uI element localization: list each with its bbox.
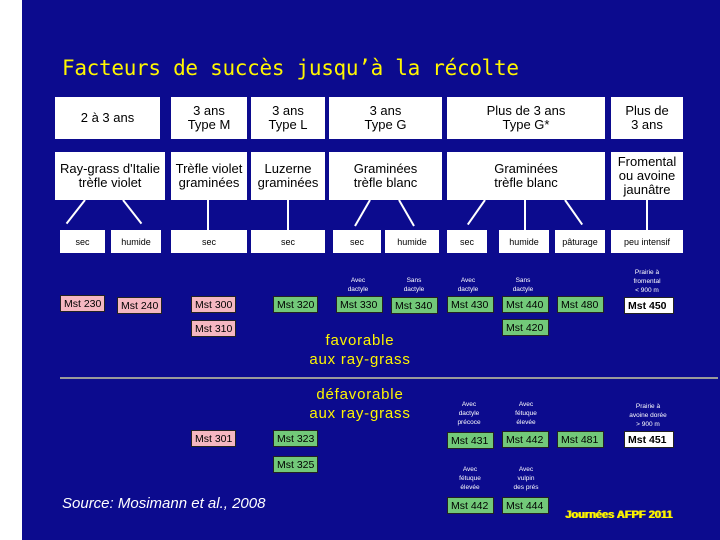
label-defavorable: défavorable aux ray-grass: [309, 386, 411, 422]
condition-sec: sec: [171, 230, 247, 253]
note-avec-dactyle: Avec dactyle: [347, 277, 369, 293]
header-plus-de-3-ans: Plus de 3 ans: [611, 97, 683, 139]
condition-humide: humide: [499, 230, 549, 253]
note-fetuque-elevee: Avec fétuque élevée: [515, 400, 537, 426]
condition-sec: sec: [447, 230, 487, 253]
mixture-code-mst444: Mst 444: [502, 497, 549, 514]
mixture-code-mst420: Mst 420: [502, 319, 549, 336]
left-sidebar-bar: [0, 0, 22, 540]
connector-line: [646, 200, 648, 230]
connector-line: [287, 200, 289, 230]
connector-line: [66, 199, 86, 224]
mixture-code-mst320: Mst 320: [273, 296, 318, 313]
mixture-code-mst240: Mst 240: [117, 297, 162, 314]
header-2-3-ans: 2 à 3 ans: [55, 97, 160, 139]
connector-line: [207, 200, 209, 230]
condition-humide: humide: [385, 230, 439, 253]
mixture-code-mst323: Mst 323: [273, 430, 318, 447]
mixture-code-mst450: Mst 450: [624, 297, 674, 314]
header-type-g-star: Plus de 3 ans Type G*: [447, 97, 605, 139]
condition-paturage: pâturage: [555, 230, 605, 253]
connector-line: [467, 199, 486, 225]
condition-humide: humide: [111, 230, 161, 253]
condition-sec: sec: [60, 230, 105, 253]
header-type-l: 3 ans Type L: [251, 97, 325, 139]
mixture-code-mst480: Mst 480: [557, 296, 604, 313]
mixture-code-mst430: Mst 430: [447, 296, 494, 313]
mixture-ray-grass: Ray-grass d'Italie trèfle violet: [55, 152, 165, 200]
connector-line: [564, 199, 583, 225]
note-dactyle-precoce: Avec dactyle précoce: [457, 400, 481, 426]
note-prairie-avoine: Prairie à avoine dorée > 900 m: [629, 402, 667, 428]
mixture-fromental: Fromental ou avoine jaunâtre: [611, 152, 683, 200]
slide-title: Facteurs de succès jusqu’à la récolte: [62, 56, 519, 80]
mixture-luzerne: Luzerne graminées: [251, 152, 325, 200]
mixture-code-mst431: Mst 431: [447, 432, 494, 449]
note-vulpin: Avec vulpin des prés: [513, 465, 539, 491]
label-favorable: favorable aux ray-grass: [309, 332, 411, 368]
mixture-code-mst310: Mst 310: [191, 320, 236, 337]
connector-line: [354, 200, 371, 227]
condition-peu-intensif: peu intensif: [611, 230, 683, 253]
connector-line: [524, 200, 526, 230]
mixture-code-mst301: Mst 301: [191, 430, 236, 447]
mixture-code-mst481: Mst 481: [557, 431, 604, 448]
mixture-graminees-g-star: Graminées trèfle blanc: [447, 152, 605, 200]
header-type-m: 3 ans Type M: [171, 97, 247, 139]
mixture-code-mst440: Mst 440: [502, 296, 549, 313]
mixture-code-mst442: Mst 442: [447, 497, 494, 514]
header-type-g: 3 ans Type G: [329, 97, 442, 139]
note-sans-dactyle: Sans dactyle: [403, 277, 425, 293]
condition-sec: sec: [333, 230, 381, 253]
agroscope-logo: Agroscope: [6, 359, 16, 403]
mixture-code-mst451: Mst 451: [624, 431, 674, 448]
mixture-graminees-g: Graminées trèfle blanc: [329, 152, 442, 200]
footer-event: Journées AFPF 2011: [565, 509, 673, 521]
condition-sec: sec: [251, 230, 325, 253]
mixture-code-mst325: Mst 325: [273, 456, 318, 473]
source-citation: Source: Mosimann et al., 2008: [62, 495, 266, 512]
mixture-code-mst300: Mst 300: [191, 296, 236, 313]
note-avec-dactyle: Avec dactyle: [457, 277, 479, 293]
mixture-code-mst340: Mst 340: [391, 297, 438, 314]
zone-divider: [60, 377, 718, 379]
mixture-code-mst442: Mst 442: [502, 431, 549, 448]
connector-line: [122, 199, 142, 224]
mixture-code-mst330: Mst 330: [336, 296, 383, 313]
mixture-trefle-violet: Trèfle violet graminées: [171, 152, 247, 200]
connector-line: [398, 200, 415, 227]
mixture-code-mst230: Mst 230: [60, 295, 105, 312]
note-prairie-fromental: Prairie à fromental < 900 m: [633, 268, 661, 294]
note-fetuque-elevee: Avec fétuque élevée: [459, 465, 481, 491]
note-sans-dactyle: Sans dactyle: [512, 277, 534, 293]
